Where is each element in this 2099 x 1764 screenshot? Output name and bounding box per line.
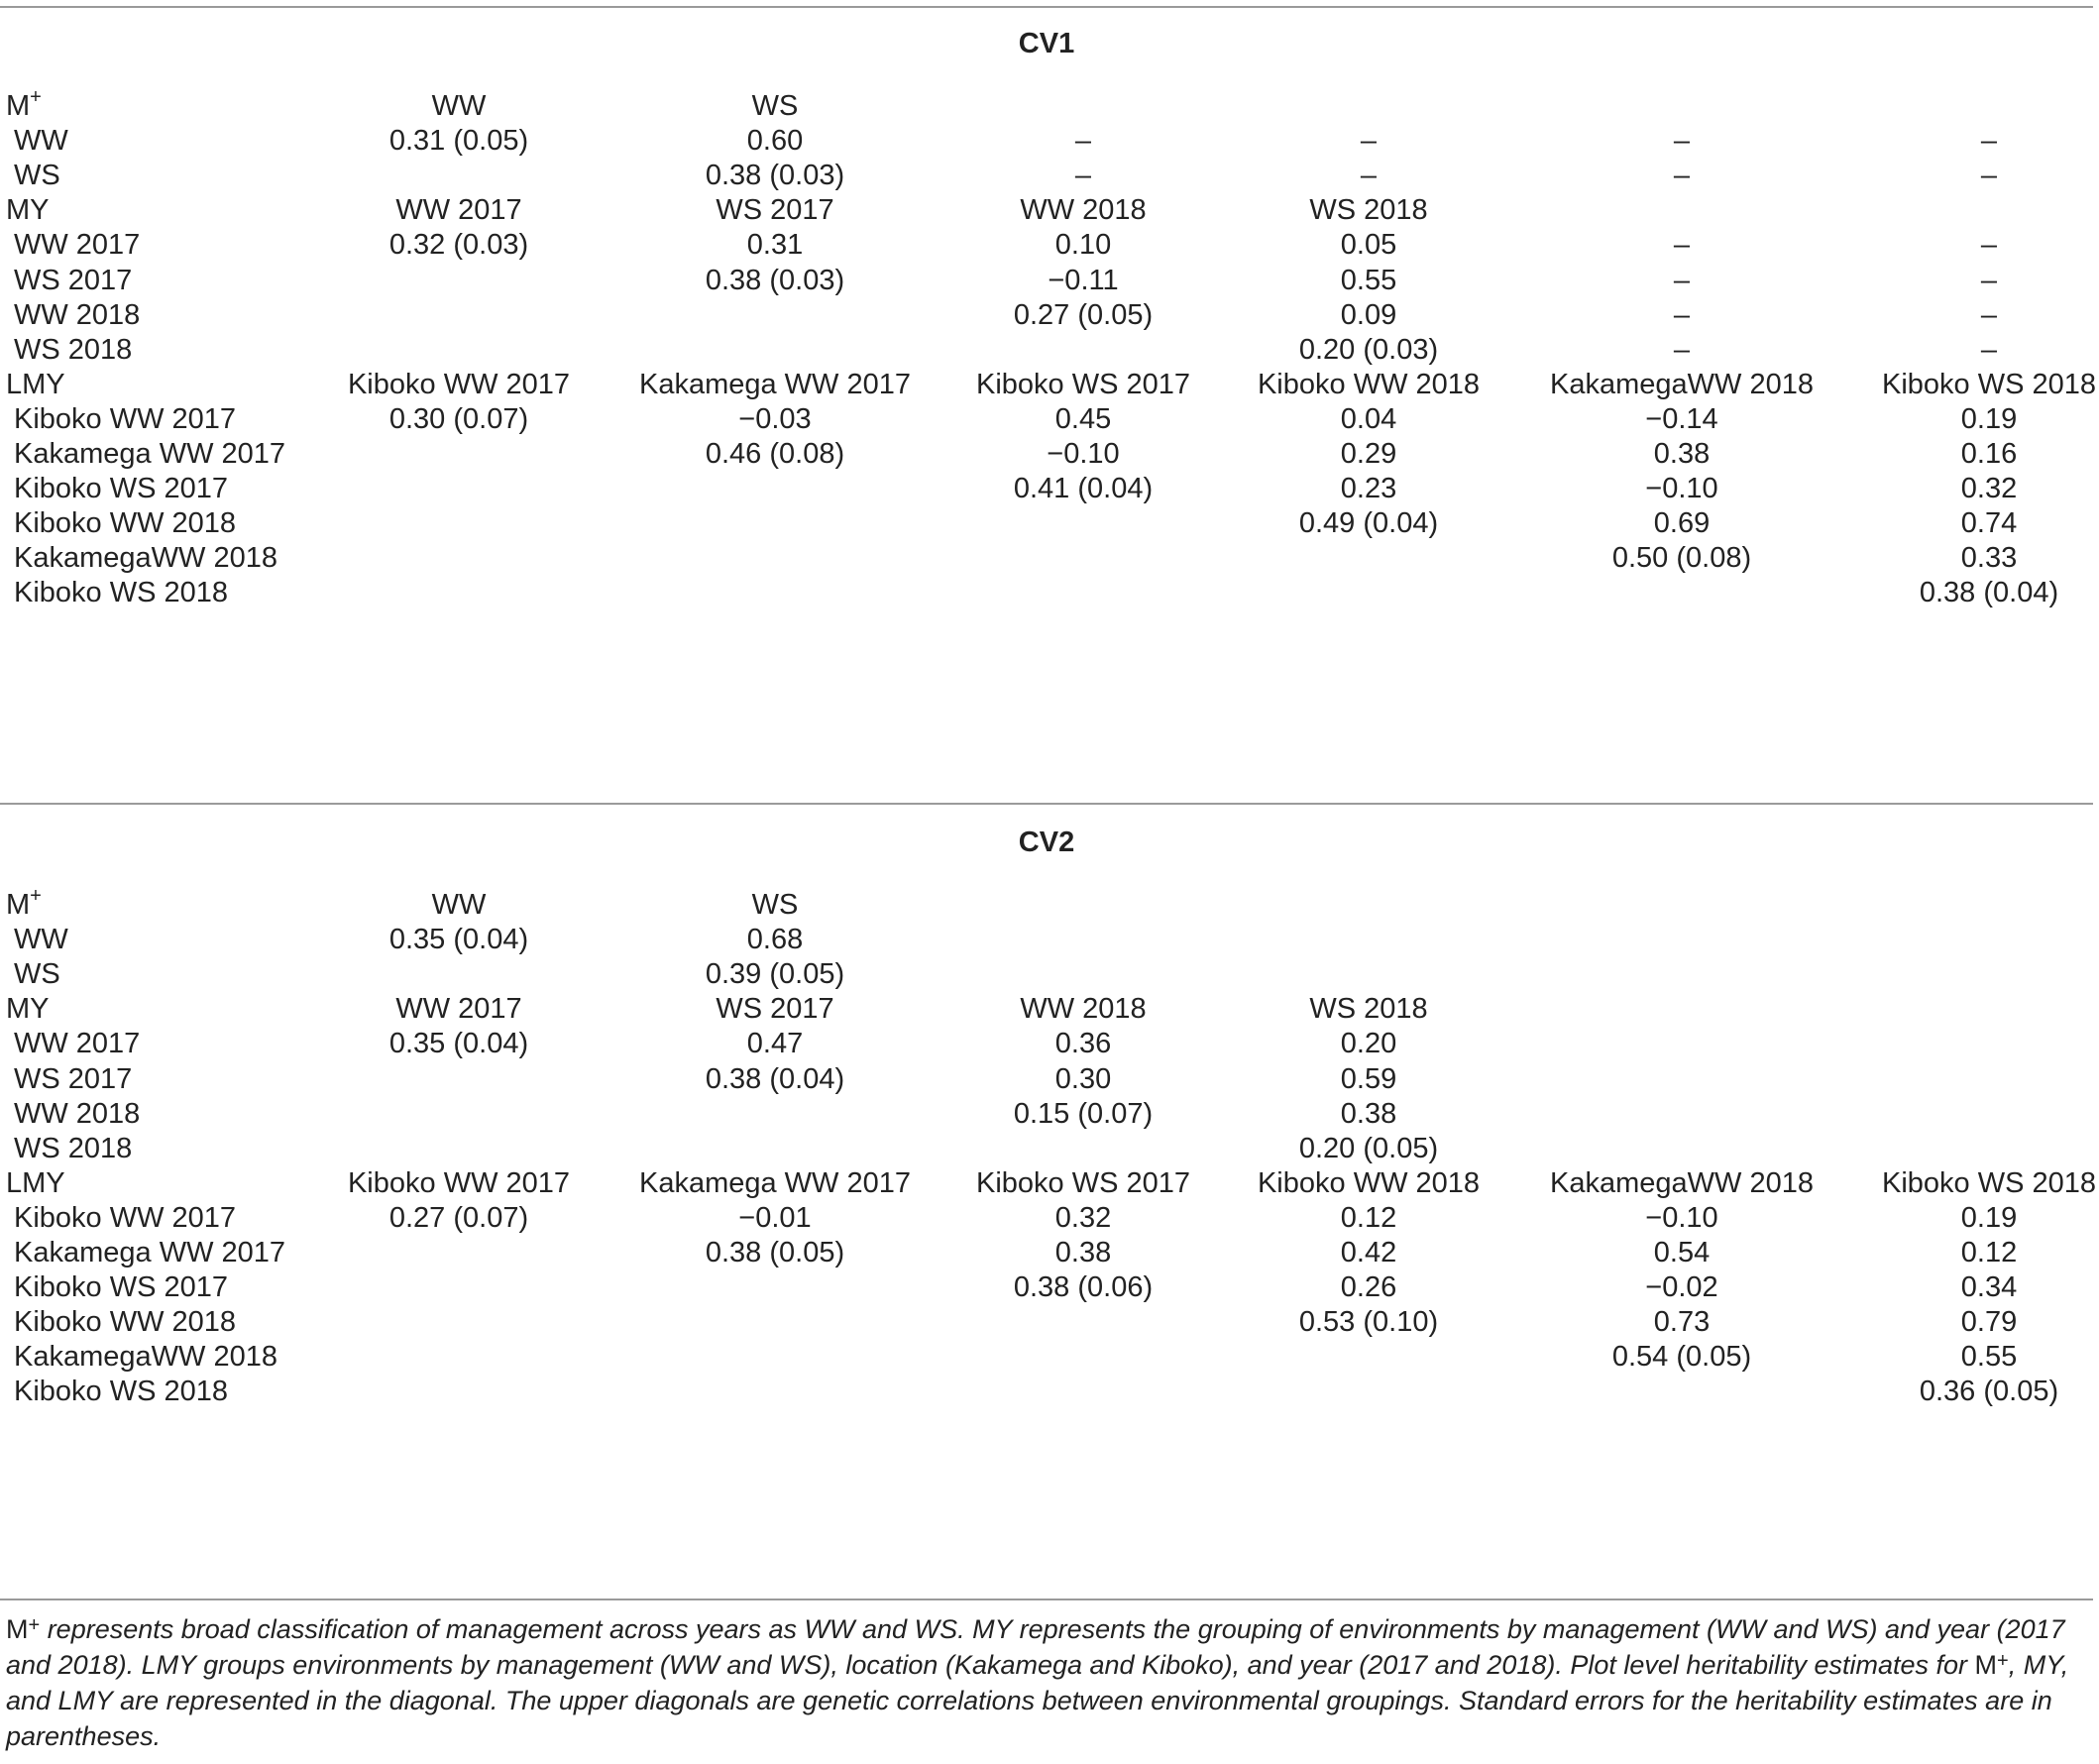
table-cell: –	[1980, 160, 1998, 191]
row-label: WS 2017	[14, 1063, 133, 1095]
table-cell: 0.39 (0.05)	[705, 958, 845, 990]
table-cell: 0.30	[1054, 1063, 1112, 1095]
table-cell: 0.47	[746, 1028, 804, 1059]
row-label: Kiboko WS 2017	[14, 473, 229, 504]
table-cell: 0.23	[1340, 473, 1397, 504]
column-header: WW 2018	[1020, 194, 1147, 226]
table-cell: 0.38 (0.04)	[705, 1063, 845, 1095]
group-label: MY	[6, 993, 50, 1025]
table-cell: −0.10	[1047, 438, 1120, 470]
column-header: WW	[431, 90, 487, 122]
table-cell: –	[1980, 229, 1998, 261]
row-label: KakamegaWW 2018	[14, 542, 277, 574]
table-cell: –	[1673, 160, 1691, 191]
table-cell: –	[1980, 125, 1998, 157]
table-cell: –	[1074, 125, 1092, 157]
column-header: KakamegaWW 2018	[1550, 1167, 1814, 1199]
row-label: WS 2018	[14, 334, 133, 366]
table-cell: 0.26	[1340, 1271, 1397, 1303]
lmy-table-row	[0, 570, 2093, 616]
row-label: Kiboko WW 2017	[14, 1202, 237, 1234]
table-cell: 0.74	[1960, 507, 2018, 539]
table-cell: 0.49 (0.04)	[1298, 507, 1439, 539]
table-cell: –	[1360, 125, 1378, 157]
footnote-text-part2: , MY, and LMY are represented in the diagonal. The upper diagonals are genetic correlations between environmental groupings. Standard errors for the heritability estimates are in parentheses.	[6, 1650, 2069, 1751]
bottom-rule	[0, 1599, 2093, 1600]
table-cell: 0.50 (0.08)	[1611, 542, 1752, 574]
table-cell: 0.27 (0.07)	[388, 1202, 529, 1234]
table-cell: 0.32 (0.03)	[388, 229, 529, 261]
row-label: WW 2018	[14, 299, 141, 331]
column-header: WW 2017	[395, 194, 522, 226]
table-cell: 0.41 (0.04)	[1013, 473, 1154, 504]
column-header: KakamegaWW 2018	[1550, 369, 1814, 400]
table-cell: 0.09	[1340, 299, 1397, 331]
table-cell: 0.69	[1653, 507, 1711, 539]
table-cell: 0.38 (0.06)	[1013, 1271, 1154, 1303]
table-cell: –	[1980, 299, 1998, 331]
table-cell: –	[1673, 334, 1691, 366]
group-label: M+	[6, 86, 42, 122]
section-title: CV2	[1018, 827, 1075, 858]
row-label: Kakamega WW 2017	[14, 1237, 286, 1268]
table-cell: 0.54 (0.05)	[1611, 1341, 1752, 1373]
table-cell: 0.32	[1960, 473, 2018, 504]
group-label: LMY	[6, 369, 65, 400]
table-cell: 0.73	[1653, 1306, 1711, 1338]
column-header: Kiboko WS 2018	[1881, 369, 2096, 400]
table-cell: −0.02	[1645, 1271, 1718, 1303]
table-cell: –	[1360, 160, 1378, 191]
table-cell: 0.79	[1960, 1306, 2018, 1338]
column-header: WS 2017	[716, 194, 834, 226]
table-cell: 0.33	[1960, 542, 2018, 574]
row-label: Kiboko WW 2018	[14, 507, 237, 539]
table-cell: −0.10	[1645, 473, 1718, 504]
table-cell: 0.46 (0.08)	[705, 438, 845, 470]
table-cell: 0.36 (0.05)	[1919, 1376, 2059, 1407]
table-cell: 0.12	[1340, 1202, 1397, 1234]
table-cell: 0.29	[1340, 438, 1397, 470]
column-header: WW	[431, 889, 487, 921]
table-cell: 0.34	[1960, 1271, 2018, 1303]
row-label: KakamegaWW 2018	[14, 1341, 277, 1373]
column-header: Kiboko WS 2018	[1881, 1167, 2096, 1199]
table-cell: 0.19	[1960, 1202, 2018, 1234]
table-cell: 0.16	[1960, 438, 2018, 470]
row-label: WW 2017	[14, 229, 141, 261]
table-cell: 0.53 (0.10)	[1298, 1306, 1439, 1338]
column-header: Kiboko WS 2017	[975, 1167, 1190, 1199]
group-label: M+	[6, 885, 42, 921]
table-cell	[1538, 1369, 1825, 1415]
footnote-text-part1: represents broad classification of management across years as WW and WS. MY represents the grouping of environments by management (WW and WS) and year (2017 and 2018). LMY groups environments by management (WW and WS), location (Kakamega and Kiboko), and year (2017 and 2018). Plot level heritability estimates for	[6, 1614, 2065, 1680]
top-rule	[0, 6, 2093, 8]
table-cell	[1538, 570, 1825, 616]
table-cell: 0.35 (0.04)	[388, 924, 529, 955]
table-cell: 0.20 (0.03)	[1298, 334, 1439, 366]
column-header: Kiboko WW 2018	[1257, 369, 1481, 400]
table-cell: 0.05	[1340, 229, 1397, 261]
row-label: Kiboko WW 2017	[14, 403, 237, 435]
table-cell: −0.14	[1645, 403, 1718, 435]
footnote-m-symbol-2: M+	[1974, 1650, 2009, 1680]
column-header: Kiboko WS 2017	[975, 369, 1190, 400]
table-cell: 0.04	[1340, 403, 1397, 435]
table-cell: 0.38	[1340, 1098, 1397, 1130]
table-cell: 0.45	[1054, 403, 1112, 435]
row-label: Kiboko WW 2018	[14, 1306, 237, 1338]
table-cell: 0.20 (0.05)	[1298, 1133, 1439, 1164]
section-title: CV1	[1018, 28, 1075, 59]
table-cell: −0.11	[1048, 265, 1119, 296]
section-divider-rule	[0, 803, 2093, 805]
row-label: WW	[14, 125, 68, 157]
table-cell	[1239, 1369, 1498, 1415]
table-cell: –	[1673, 229, 1691, 261]
table-cell: 0.55	[1960, 1341, 2018, 1373]
table-cell: 0.36	[1054, 1028, 1112, 1059]
column-header: Kakamega WW 2017	[638, 1167, 911, 1199]
table-cell: –	[1980, 265, 1998, 296]
table-cell: –	[1980, 334, 1998, 366]
row-label: WS 2017	[14, 265, 133, 296]
column-header: WS 2018	[1309, 993, 1428, 1025]
table-cell: 0.42	[1340, 1237, 1397, 1268]
group-label: MY	[6, 194, 50, 226]
row-label: WS	[14, 160, 60, 191]
table-cell: 0.59	[1340, 1063, 1397, 1095]
column-header: Kakamega WW 2017	[638, 369, 911, 400]
table-cell: 0.38 (0.05)	[705, 1237, 845, 1268]
table-cell: 0.27 (0.05)	[1013, 299, 1154, 331]
table-cell: –	[1673, 265, 1691, 296]
row-label: Kiboko WS 2017	[14, 1271, 229, 1303]
table-cell: 0.10	[1054, 229, 1112, 261]
column-header: Kiboko WW 2017	[347, 1167, 571, 1199]
table-cell: 0.68	[746, 924, 804, 955]
table-cell: 0.31	[746, 229, 804, 261]
table-cell: 0.32	[1054, 1202, 1112, 1234]
lmy-table-row	[0, 1369, 2093, 1415]
table-cell	[1239, 570, 1498, 616]
column-header: WS	[751, 889, 799, 921]
table-cell: 0.38 (0.04)	[1919, 577, 2059, 608]
table-cell: 0.54	[1653, 1237, 1711, 1268]
table-cell: 0.38	[1653, 438, 1711, 470]
table-cell: −0.10	[1645, 1202, 1718, 1234]
table-cell: 0.38 (0.03)	[705, 265, 845, 296]
table-cell: 0.55	[1340, 265, 1397, 296]
table-cell: 0.20	[1340, 1028, 1397, 1059]
table-cell: 0.19	[1960, 403, 2018, 435]
table-cell: 0.30 (0.07)	[388, 403, 529, 435]
table-cell	[626, 1369, 924, 1415]
column-header: WS 2018	[1309, 194, 1428, 226]
table-cell: –	[1673, 299, 1691, 331]
column-header: WS	[751, 90, 799, 122]
column-header: WW 2017	[395, 993, 522, 1025]
table-cell: 0.31 (0.05)	[388, 125, 529, 157]
table-cell	[954, 1369, 1212, 1415]
table-cell: 0.38 (0.03)	[705, 160, 845, 191]
group-label: LMY	[6, 1167, 65, 1199]
column-header: Kiboko WW 2018	[1257, 1167, 1481, 1199]
table-cell: –	[1673, 125, 1691, 157]
table-cell: 0.38	[1054, 1237, 1112, 1268]
table-cell	[335, 1369, 583, 1415]
table-footnote	[6, 1611, 2091, 1754]
table-cell	[335, 570, 583, 616]
row-label: Kiboko WS 2018	[14, 577, 229, 608]
row-label: Kiboko WS 2018	[14, 1376, 229, 1407]
table-cell	[626, 570, 924, 616]
row-label: WS 2018	[14, 1133, 133, 1164]
table-cell: 0.15 (0.07)	[1013, 1098, 1154, 1130]
row-label: Kakamega WW 2017	[14, 438, 286, 470]
row-label: WW 2018	[14, 1098, 141, 1130]
column-header: WS 2017	[716, 993, 834, 1025]
row-label: WW 2017	[14, 1028, 141, 1059]
column-header: WW 2018	[1020, 993, 1147, 1025]
table-cell: 0.35 (0.04)	[388, 1028, 529, 1059]
table-cell: 0.12	[1960, 1237, 2018, 1268]
table-cell: 0.60	[746, 125, 804, 157]
table-cell: −0.03	[738, 403, 812, 435]
footnote-m-symbol: M+	[6, 1614, 41, 1644]
table-cell: −0.01	[738, 1202, 812, 1234]
table-cell	[954, 570, 1212, 616]
column-header: Kiboko WW 2017	[347, 369, 571, 400]
row-label: WW	[14, 924, 68, 955]
row-label: WS	[14, 958, 60, 990]
table-cell: –	[1074, 160, 1092, 191]
